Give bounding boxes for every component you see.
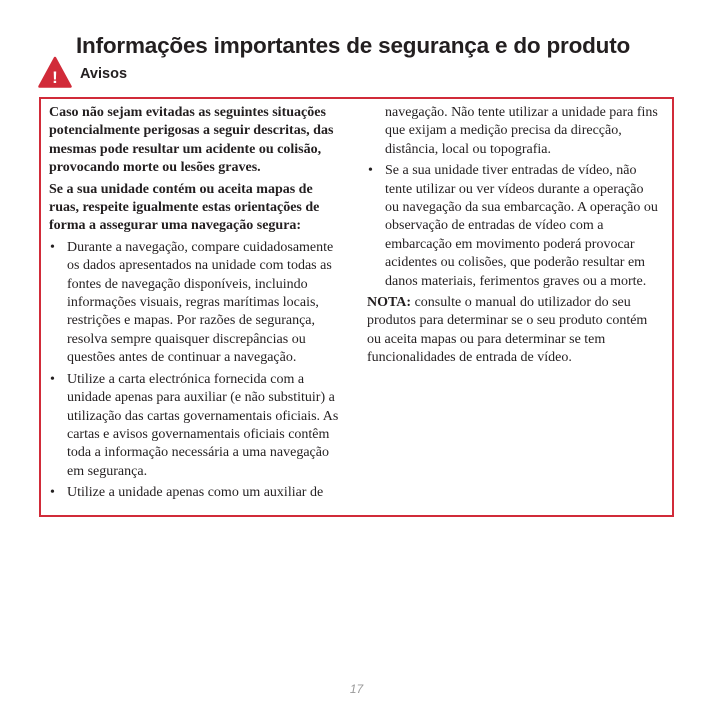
warnings-box	[39, 97, 674, 517]
intro-paragraph: Caso não sejam evitadas as seguintes situações potencialmente perigosas a seguir descritas, das mesmas pode resultar um acidente ou colisão, provocando morte ou lesões graves.	[49, 105, 334, 176]
note-paragraph	[367, 294, 659, 368]
note-text: consulte o manual do utilizador do seu produtos para determinar se o seu produto contém ou aceita mapas ou para determinar se tem funcionalidades de entrada de vídeo.	[367, 295, 648, 366]
bullet-icon: •	[50, 239, 55, 255]
warning-triangle-icon	[38, 56, 72, 90]
list-item-text: Se a sua unidade tiver entradas de vídeo, não tente utilizar ou ver vídeos durante a operação ou navegação da sua embarcação. A operação ou observação de entradas de vídeo com a embarcação em movimento poderá provocar acidentes ou colisões, que poderão resultar em danos materiais, ferimentos graves ou a morte.	[385, 163, 658, 289]
bullet-icon: •	[368, 163, 373, 179]
list-item-text: Utilize a unidade apenas como um auxiliar de	[67, 485, 324, 501]
maps-heading: Se a sua unidade contém ou aceita mapas de ruas, respeite igualmente estas orientações de forma a assegurar uma navegação segura:	[49, 181, 320, 234]
bullet-icon: •	[50, 485, 55, 501]
page-title: Informações importantes de segurança e do produto	[76, 33, 631, 58]
section-heading-avisos: Avisos	[80, 66, 128, 82]
bullet-icon: •	[50, 371, 55, 387]
page-number: 17	[349, 682, 364, 696]
list-item	[49, 484, 345, 502]
list-item	[49, 239, 345, 368]
list-item	[367, 162, 659, 291]
warning-exclamation: !	[52, 68, 58, 87]
warnings-left-column	[49, 104, 345, 506]
list-item-text: Utilize a carta electrónica fornecida com a unidade apenas para auxiliar (e não substituir) a utilização das cartas governamentais oficiais. As cartas e avisos governamentais oficiais contêm toda a informação necessária a uma navegação em segurança.	[67, 371, 339, 479]
list-item	[49, 371, 345, 481]
warnings-right-column	[367, 104, 659, 371]
note-label: NOTA:	[367, 295, 412, 311]
list-item-text: Durante a navegação, compare cuidadosamente os dados apresentados na unidade com todas as fontes de navegação disponíveis, incluindo informações visuais, regras marítimas locais, restrições e mapas. Por razões de segurança, resolva sempre quaisquer discrepâncias ou questões antes de continuar a navegação.	[67, 239, 334, 366]
list-item-continuation: navegação. Não tente utilizar a unidade para fins que exijam a medição precisa da direcção, distância, local ou topografia.	[385, 105, 658, 157]
